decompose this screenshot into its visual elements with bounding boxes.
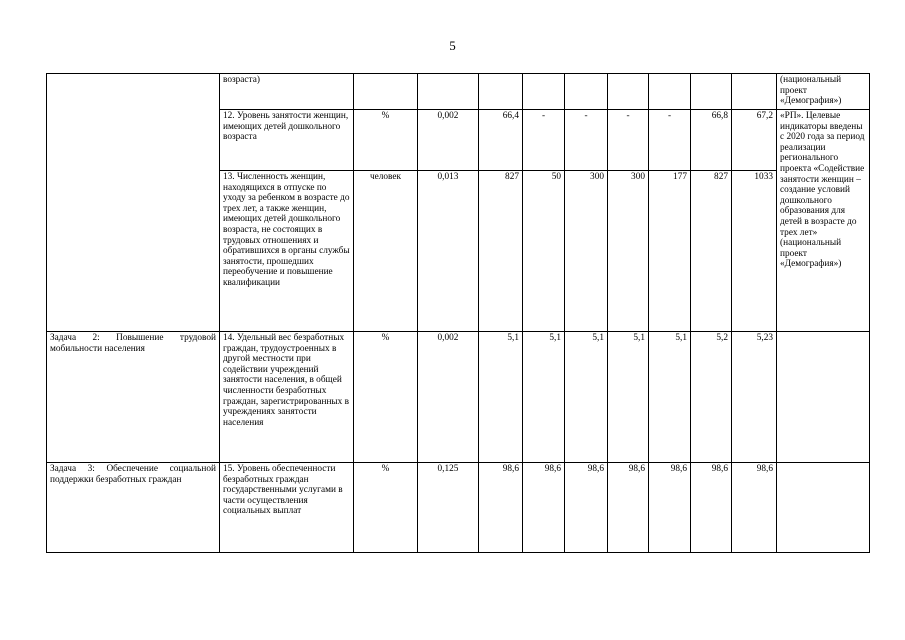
value-cell: 98,6: [691, 463, 732, 553]
value-cell: [732, 74, 777, 110]
note-cell: (национальный проект «Демография»): [777, 74, 870, 110]
weight-cell: 0,002: [418, 110, 479, 171]
value-cell: -: [608, 110, 649, 171]
value-cell: [565, 74, 608, 110]
value-cell: 98,6: [649, 463, 691, 553]
value-cell: -: [523, 110, 565, 171]
table-row: [47, 74, 870, 110]
value-cell: 827: [691, 171, 732, 332]
value-cell: 66,4: [479, 110, 523, 171]
value-cell: [608, 74, 649, 110]
value-cell: 50: [523, 171, 565, 332]
note-cell: [777, 332, 870, 463]
value-cell: -: [649, 110, 691, 171]
indicator-cell: возраста): [220, 74, 354, 110]
value-cell: 98,6: [479, 463, 523, 553]
unit-cell: [354, 74, 418, 110]
value-cell: 5,1: [479, 332, 523, 463]
value-cell: [691, 74, 732, 110]
indicators-table: [46, 73, 870, 553]
page-number: 5: [449, 38, 456, 53]
indicator-cell: 14. Удельный вес безработных граждан, трудоустроенных в другой местности при содействии учреждений занятости населения, в общей численности безработных граждан, зарегистрированных в учреждениях занятости населения: [220, 332, 354, 463]
value-cell: 5,1: [649, 332, 691, 463]
indicator-cell: 13. Численность женщин, находящихся в отпуске по уходу за ребенком в возрасте до трех лет, а также женщин, имеющих детей дошкольного возраста, не состоящих в трудовых отношениях и обратившихся в органы службы занятости, прошедших переобучение и повышение квалификации: [220, 171, 354, 332]
value-cell: 300: [608, 171, 649, 332]
note-cell: [777, 463, 870, 553]
weight-cell: 0,002: [418, 332, 479, 463]
value-cell: 66,8: [691, 110, 732, 171]
weight-cell: 0,125: [418, 463, 479, 553]
value-cell: 67,2: [732, 110, 777, 171]
note-cell: «РП». Целевые индикаторы введены с 2020 года за период реализации регионального проекта «Содействие занятости женщин – создание условий дошкольного образования для детей в возрасте до трех лет» (национальный проект «Демография»): [777, 110, 870, 332]
value-cell: 5,2: [691, 332, 732, 463]
indicator-cell: 15. Уровень обеспеченности безработных граждан государственными услугами в части осуществления социальных выплат: [220, 463, 354, 553]
value-cell: 300: [565, 171, 608, 332]
unit-cell: %: [354, 110, 418, 171]
value-cell: -: [565, 110, 608, 171]
value-cell: 5,23: [732, 332, 777, 463]
table-row: [47, 332, 870, 463]
value-cell: 98,6: [565, 463, 608, 553]
value-cell: 98,6: [608, 463, 649, 553]
value-cell: [523, 74, 565, 110]
unit-cell: человек: [354, 171, 418, 332]
task-cell: [47, 74, 220, 332]
indicator-cell: 12. Уровень занятости женщин, имеющих детей дошкольного возраста: [220, 110, 354, 171]
unit-cell: %: [354, 463, 418, 553]
value-cell: 5,1: [565, 332, 608, 463]
task-cell: Задача 3: Обеспечение социальной поддержки безработных граждан: [47, 463, 220, 553]
value-cell: 98,6: [523, 463, 565, 553]
value-cell: [649, 74, 691, 110]
value-cell: 177: [649, 171, 691, 332]
unit-cell: %: [354, 332, 418, 463]
value-cell: 5,1: [608, 332, 649, 463]
value-cell: 5,1: [523, 332, 565, 463]
weight-cell: [418, 74, 479, 110]
task-cell: Задача 2: Повышение трудовой мобильности населения: [47, 332, 220, 463]
value-cell: 827: [479, 171, 523, 332]
value-cell: [479, 74, 523, 110]
weight-cell: 0,013: [418, 171, 479, 332]
table-row: [47, 463, 870, 553]
value-cell: 98,6: [732, 463, 777, 553]
value-cell: 1033: [732, 171, 777, 332]
